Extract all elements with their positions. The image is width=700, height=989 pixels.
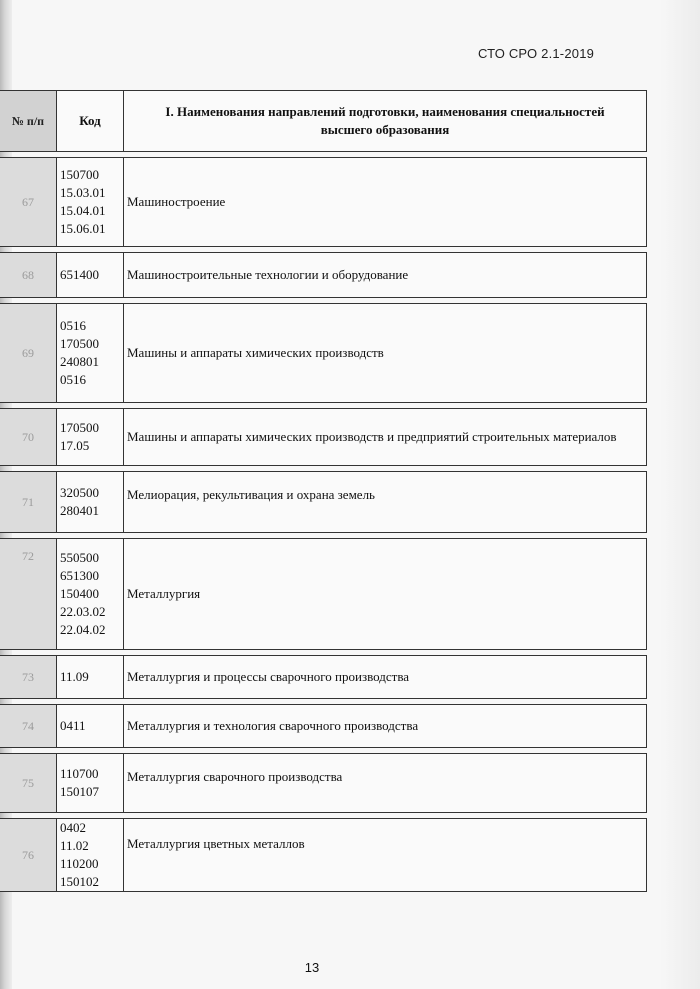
code-value: 15.04.01 (60, 203, 106, 218)
code-value: 110700 (60, 766, 99, 781)
table-header-row (0, 90, 647, 152)
row-number: 74 (0, 704, 57, 748)
table-row (0, 157, 647, 247)
row-name: Металлургия цветных металлов (124, 818, 647, 892)
column-header-name: I. Наименования направлений подготовки, наименования специальностей высшего образования (124, 90, 647, 152)
code-value: 0516 (60, 372, 86, 387)
row-codes (57, 538, 124, 650)
column-header-number: № п/п (0, 90, 57, 152)
code-value: 150700 (60, 167, 99, 182)
table-row (0, 303, 647, 403)
code-value: 651300 (60, 568, 99, 583)
document-code: СТО СРО 2.1-2019 (478, 46, 595, 61)
table-row (0, 252, 647, 298)
page-number: 13 (304, 960, 320, 975)
table-row (0, 471, 647, 533)
row-name: Металлургия и технология сварочного производства (124, 704, 647, 748)
row-codes (57, 753, 124, 813)
code-value: 170500 (60, 336, 99, 351)
code-value: 0402 (60, 820, 86, 835)
row-codes (57, 252, 124, 298)
row-name: Машины и аппараты химических производств (124, 303, 647, 403)
row-codes (57, 408, 124, 466)
table-row (0, 655, 647, 699)
row-codes (57, 157, 124, 247)
code-value: 15.06.01 (60, 221, 106, 236)
code-value: 150400 (60, 586, 99, 601)
row-number: 70 (0, 408, 57, 466)
code-value: 240801 (60, 354, 99, 369)
row-number: 68 (0, 252, 57, 298)
row-number: 75 (0, 753, 57, 813)
code-value: 11.02 (60, 838, 89, 853)
row-number: 72 (0, 538, 57, 650)
row-name: Машиностроение (124, 157, 647, 247)
specialties-table (0, 85, 647, 897)
row-number: 69 (0, 303, 57, 403)
code-value: 320500 (60, 485, 99, 500)
row-number: 73 (0, 655, 57, 699)
code-value: 22.04.02 (60, 622, 106, 637)
scan-right-edge (660, 0, 700, 989)
table-row (0, 818, 647, 892)
table-row (0, 704, 647, 748)
code-value: 150102 (60, 874, 99, 889)
row-name: Металлургия (124, 538, 647, 650)
code-value: 110200 (60, 856, 99, 871)
row-name: Металлургия сварочного производства (124, 753, 647, 813)
row-codes (57, 818, 124, 892)
code-value: 651400 (60, 267, 99, 282)
code-value: 550500 (60, 550, 99, 565)
row-name: Металлургия и процессы сварочного производства (124, 655, 647, 699)
code-value: 170500 (60, 420, 99, 435)
row-codes (57, 704, 124, 748)
table-row (0, 408, 647, 466)
row-name: Машины и аппараты химических производств и предприятий строительных материалов (124, 408, 647, 466)
row-codes (57, 471, 124, 533)
code-value: 0516 (60, 318, 86, 333)
code-value: 15.03.01 (60, 185, 106, 200)
row-codes (57, 655, 124, 699)
row-number: 76 (0, 818, 57, 892)
code-value: 17.05 (60, 438, 90, 453)
column-header-code: Код (57, 90, 124, 152)
code-value: 22.03.02 (60, 604, 106, 619)
row-number: 71 (0, 471, 57, 533)
row-codes (57, 303, 124, 403)
row-number: 67 (0, 157, 57, 247)
code-value: 0411 (60, 718, 86, 733)
table-row (0, 753, 647, 813)
table-row (0, 538, 647, 650)
row-name: Машиностроительные технологии и оборудование (124, 252, 647, 298)
row-name: Мелиорация, рекультивация и охрана земель (124, 471, 647, 533)
code-value: 150107 (60, 784, 99, 799)
code-value: 11.09 (60, 669, 89, 684)
code-value: 280401 (60, 503, 99, 518)
